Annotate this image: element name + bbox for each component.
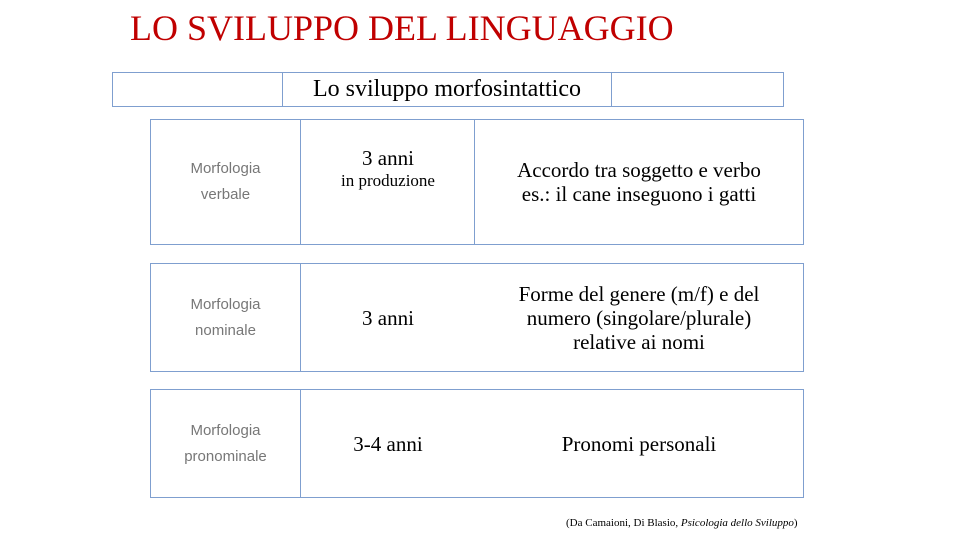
row-description-line3: relative ai nomi: [573, 329, 705, 354]
row-age: [301, 120, 475, 244]
row-label-line2: nominale: [195, 321, 256, 339]
row-label-line1: Morfologia: [190, 295, 261, 313]
slide-subtitle: Lo sviluppo morfosintattico: [282, 73, 612, 106]
row-description: [475, 390, 803, 497]
row-label-line1: Morfologia: [190, 421, 261, 439]
subtitle-box: [112, 72, 784, 107]
slide-title: LO SVILUPPO DEL LINGUAGGIO: [130, 8, 674, 48]
table-row-nominale: [150, 263, 804, 372]
row-description-line1: Forme del genere (m/f) e del: [518, 281, 760, 306]
source-note: [566, 517, 798, 529]
row-label-line2: pronominale: [184, 447, 267, 465]
row-age: [301, 264, 475, 371]
row-age-value: 3 anni: [362, 305, 414, 330]
row-description: [475, 264, 803, 371]
row-age-note: in produzione: [341, 171, 435, 190]
row-age-value: 3-4 anni: [353, 431, 423, 456]
row-label: [151, 264, 301, 371]
row-description: [475, 120, 803, 244]
row-description-line1: Pronomi personali: [561, 431, 717, 456]
row-description-line2: numero (singolare/plurale): [526, 305, 752, 330]
source-suffix: ): [793, 517, 798, 529]
row-age: [301, 390, 475, 497]
table-row-verbale: [150, 119, 804, 245]
row-description-line1: Accordo tra soggetto e verbo: [517, 158, 761, 182]
source-book: Psicologia dello Sviluppo: [680, 517, 794, 529]
table-row-pronominale: [150, 389, 804, 498]
row-age-value: 3 anni: [362, 146, 414, 170]
row-label: [151, 120, 301, 244]
row-description-line2: es.: il cane inseguono i gatti: [521, 182, 757, 206]
source-prefix: (Da Camaioni, Di Blasio,: [566, 517, 681, 529]
row-label-line1: Morfologia: [190, 160, 261, 177]
row-label-line2: verbale: [200, 186, 251, 203]
row-label: [151, 390, 301, 497]
